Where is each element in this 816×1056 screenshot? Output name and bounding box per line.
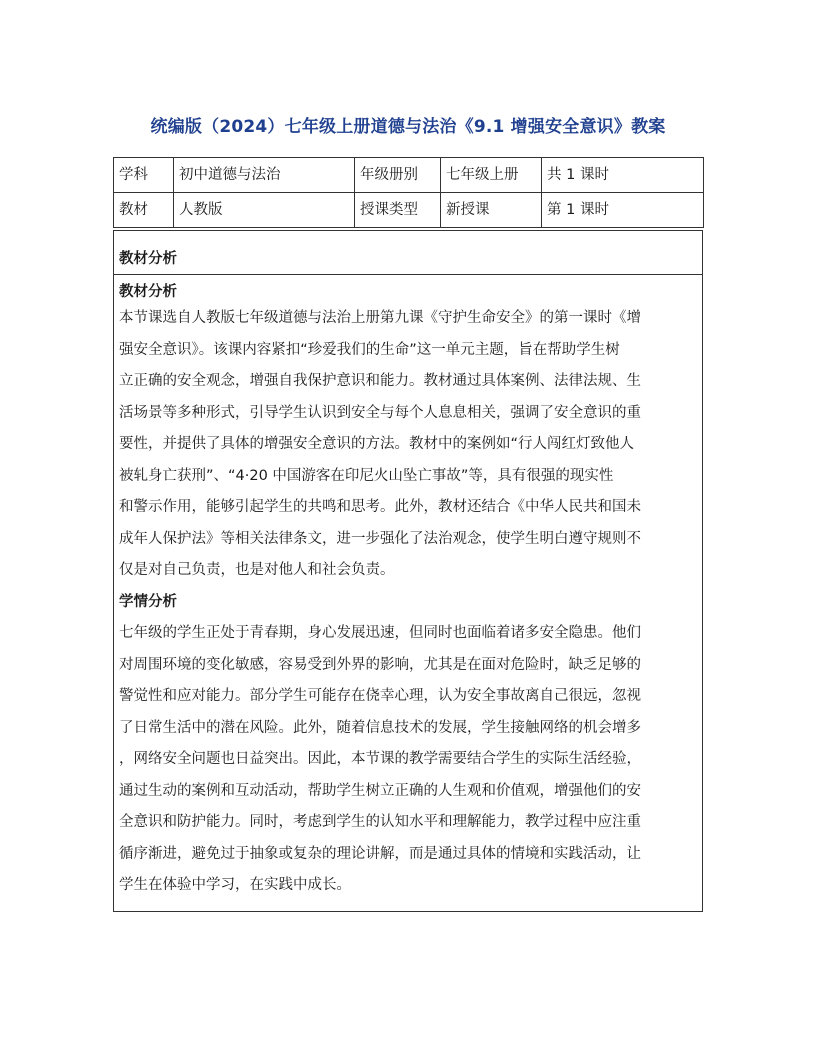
subject-label: 学科: [114, 158, 174, 193]
textbook-analysis-heading: 教材分析: [119, 284, 177, 300]
subject-value: 初中道德与法治: [174, 158, 355, 193]
learner-analysis-heading: 学情分析: [119, 593, 177, 610]
learner-analysis-line: 了日常生活中的潜在风险。此外，随着信息技术的发展，学生接触网络的机会增多: [119, 719, 641, 736]
section-header: 教材分析: [114, 231, 702, 275]
lesson-info-table: [113, 157, 704, 228]
textbook-analysis-line: 和警示作用，能够引起学生的共鸣和思考。此外，教材还结合《中华人民共和国未: [119, 499, 641, 515]
lesson-type-label: 授课类型: [355, 193, 441, 228]
grade-value: 七年级上册: [441, 158, 542, 193]
document-title: 统编版（2024）七年级上册道德与法治《9.1 增强安全意识》教案: [150, 117, 666, 137]
learner-analysis-line: 全意识和防护能力。同时，考虑到学生的认知水平和理解能力，教学过程中应注重: [119, 814, 641, 830]
current-period: 第 1 课时: [542, 193, 704, 228]
textbook-analysis-line: 成年人保护法》等相关法律条文，进一步强化了法治观念，使学生明白遵守规则不: [119, 530, 641, 547]
learner-analysis-line: ，网络安全问题也日益突出。因此，本节课的教学需要结合学生的实际生活经验，: [119, 751, 641, 767]
learner-analysis-paragraph: [114, 618, 702, 902]
total-periods: 共 1 课时: [542, 158, 704, 193]
textbook-analysis-line: 仅是对自己负责，也是对他人和社会负责。: [119, 562, 395, 578]
textbook-analysis-line: 被轧身亡获刑”、“4·20 中国游客在印尼火山坠亡事故”等，具有很强的现实性: [119, 467, 614, 484]
lesson-type-value: 新授课: [441, 193, 542, 228]
textbook-analysis-line: 本节课选自人教版七年级道德与法治上册第九课《守护生命安全》的第一课时《增: [119, 310, 641, 326]
textbook-analysis-line: 要性，并提供了具体的增强安全意识的方法。教材中的案例如“行人闯红灯致他人: [119, 436, 635, 452]
grade-label: 年级册别: [355, 158, 441, 193]
learner-analysis-line: 七年级的学生正处于青春期，身心发展迅速，但同时也面临着诸多安全隐患。他们: [119, 625, 641, 641]
textbook-analysis-line: 立正确的安全观念，增强自我保护意识和能力。教材通过具体案例、法律法规、生: [119, 373, 641, 389]
textbook-analysis-line: 强安全意识》。该课内容紧扣“珍爱我们的生命”这一单元主题，旨在帮助学生树: [119, 341, 620, 358]
textbook-label: 教材: [114, 193, 174, 228]
textbook-value: 人教版: [174, 193, 355, 228]
analysis-section: [113, 230, 703, 912]
learner-analysis-line: 循序渐进，避免过于抽象或复杂的理论讲解，而是通过具体的情境和实践活动，让: [119, 845, 641, 862]
learner-analysis-line: 学生在体验中学习，在实践中成长。: [119, 877, 351, 893]
learner-analysis-line: 对周围环境的变化敏感，容易受到外界的影响，尤其是在面对危险时，缺乏足够的: [119, 656, 641, 673]
learner-analysis-line: 通过生动的案例和互动活动，帮助学生树立正确的人生观和价值观，增强他们的安: [119, 782, 641, 799]
learner-analysis-line: 警觉性和应对能力。部分学生可能存在侥幸心理，认为安全事故离自己很远，忽视: [119, 688, 641, 704]
info-row-2: [114, 193, 704, 228]
info-row-1: [114, 158, 704, 193]
textbook-analysis-paragraph: [114, 303, 702, 587]
textbook-analysis-line: 活场景等多种形式，引导学生认识到安全与每个人息息相关，强调了安全意识的重: [119, 404, 641, 421]
